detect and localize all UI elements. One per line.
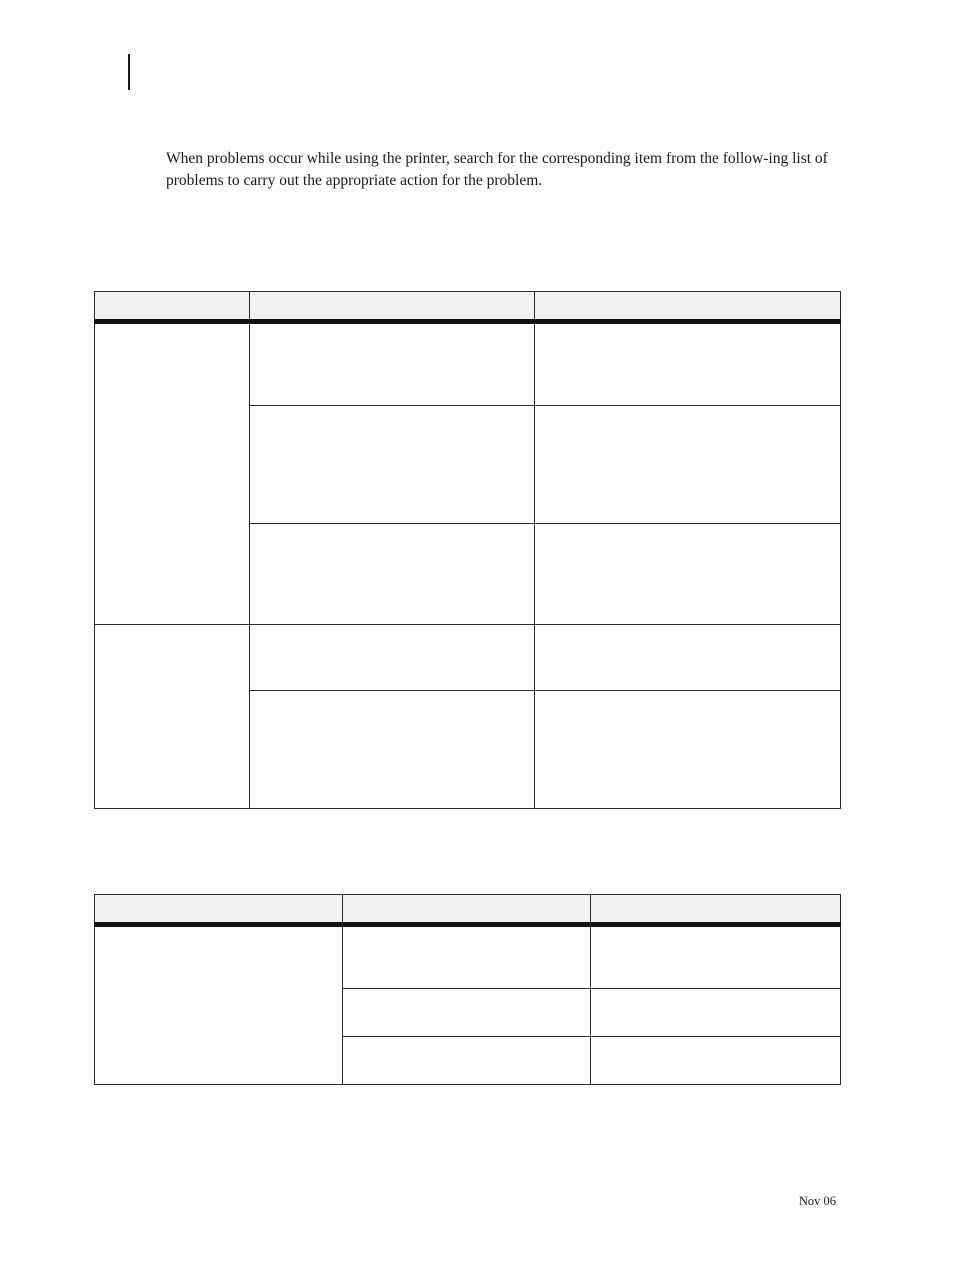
action-cell bbox=[535, 625, 841, 691]
header-cell-action bbox=[591, 895, 841, 925]
troubleshooting-table-2 bbox=[94, 894, 841, 1085]
cause-cell bbox=[343, 1037, 591, 1085]
problem-cell bbox=[95, 322, 250, 625]
table-header-row bbox=[95, 292, 841, 322]
margin-change-bar bbox=[128, 54, 130, 90]
table-header-row bbox=[95, 895, 841, 925]
intro-paragraph: When problems occur while using the printer, search for the corresponding item from the follow-ing list of problems to carry out the appropriate action for the problem. bbox=[166, 150, 828, 189]
troubleshooting-table-1 bbox=[94, 291, 841, 809]
header-cell-problem bbox=[95, 292, 250, 322]
action-cell bbox=[535, 322, 841, 406]
cause-cell bbox=[250, 691, 535, 809]
cause-cell bbox=[250, 625, 535, 691]
action-cell bbox=[591, 1037, 841, 1085]
action-cell bbox=[591, 925, 841, 989]
action-cell bbox=[591, 989, 841, 1037]
cause-cell bbox=[343, 925, 591, 989]
problem-cell bbox=[95, 625, 250, 809]
header-cell-action bbox=[535, 292, 841, 322]
header-cell-cause bbox=[250, 292, 535, 322]
problem-cell bbox=[95, 925, 343, 1085]
table-row bbox=[95, 625, 841, 691]
cause-cell bbox=[250, 406, 535, 524]
cause-cell bbox=[250, 322, 535, 406]
header-cell-problem bbox=[95, 895, 343, 925]
cause-cell bbox=[250, 524, 535, 625]
action-cell bbox=[535, 406, 841, 524]
action-cell bbox=[535, 691, 841, 809]
table-row bbox=[95, 322, 841, 406]
action-cell bbox=[535, 524, 841, 625]
header-cell-cause bbox=[343, 895, 591, 925]
footer-date: Nov 06 bbox=[798, 1194, 836, 1208]
cause-cell bbox=[343, 989, 591, 1037]
table-row bbox=[95, 925, 841, 989]
